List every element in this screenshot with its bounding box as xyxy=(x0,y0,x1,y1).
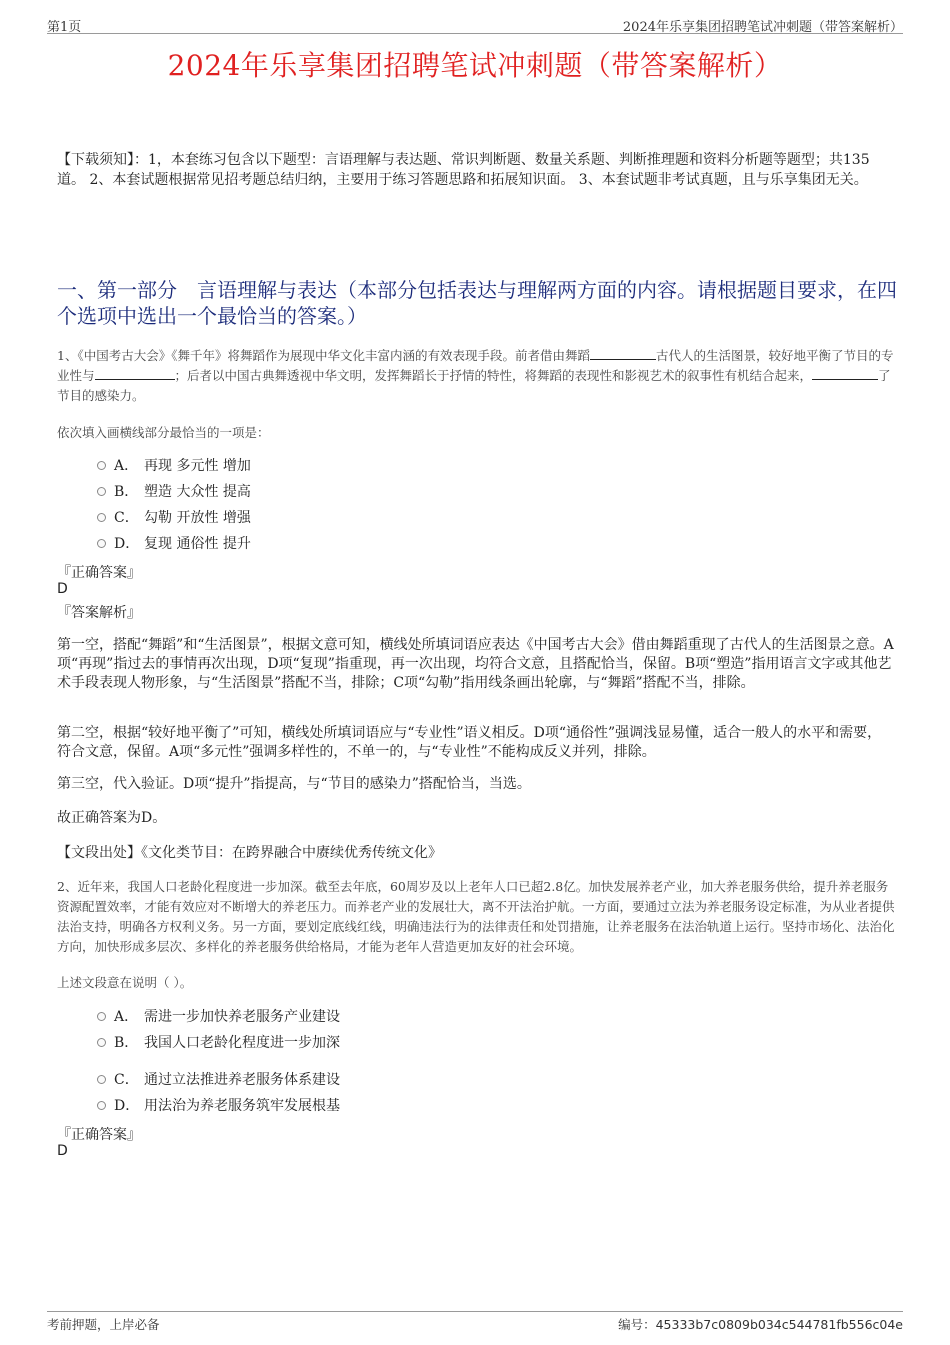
document-title: 2024年乐享集团招聘笔试冲刺题（带答案解析） xyxy=(167,49,783,82)
q2-answer: D xyxy=(57,1143,68,1159)
q1-source: 【文段出处】《文化类节目：在跨界融合中赓续优秀传统文化》 xyxy=(57,845,442,861)
radio-icon[interactable] xyxy=(97,461,106,470)
radio-icon[interactable] xyxy=(97,487,106,496)
question-1-stem xyxy=(57,346,897,406)
q1-analysis-para-3: 第三空，代入验证。D项“提升”指提高，与“节目的感染力”搭配恰当，当选。 xyxy=(57,776,531,792)
q1-answer: D xyxy=(57,581,68,597)
q1-analysis-para-2: 第二空，根据“较好地平衡了”可知，横线处所填词语应与“专业性”语义相反。D项“通俗性”强调浅显易懂，适合一般人的水平和需要，符合文意，保留。A项“多元性”强调多样性的，不单一的，与“专业性”不能构成反义并列，排除。 xyxy=(57,725,882,760)
page-number: 第1页 xyxy=(47,20,82,35)
q2-option-a[interactable]: A． 需进一步加快养老服务产业建设 xyxy=(97,1007,340,1027)
download-notice: 【下载须知】：1，本套练习包含以下题型：言语理解与表达题、常识判断题、数量关系题、判断推理题和资料分析题等题型；共135道。 2、本套试题根据常见招考题总结归纳，主要用于练习答题思路和拓展知识面。 3、本套试题非考试真题，且与乐享集团无关。 xyxy=(57,152,870,188)
q1-stem-part-b: 古代人的生活图景，较好地平衡了节目的专业性与 xyxy=(57,348,894,383)
q2-option-d[interactable]: D． 用法治为养老服务筑牢发展根基 xyxy=(97,1096,340,1116)
q2-answer-label: 『正确答案』 xyxy=(57,1127,141,1143)
q1-option-d[interactable]: D． 复现 通俗性 提升 xyxy=(97,534,251,554)
q1-analysis-label: 『答案解析』 xyxy=(57,605,141,621)
q2-option-b[interactable]: B． 我国人口老龄化程度进一步加深 xyxy=(97,1033,340,1053)
section-title: 一、第一部分 言语理解与表达（本部分包括表达与理解两方面的内容。请根据题目要求，在四个选项中选出一个最恰当的答案。） xyxy=(57,278,897,328)
radio-icon[interactable] xyxy=(97,1012,106,1021)
q2-option-c[interactable]: C． 通过立法推进养老服务体系建设 xyxy=(97,1070,340,1090)
page-footer xyxy=(47,1311,903,1335)
radio-icon[interactable] xyxy=(97,1038,106,1047)
page-header xyxy=(47,14,903,34)
footer-slogan: 考前押题，上岸必备 xyxy=(47,1317,160,1332)
q1-option-a[interactable]: A． 再现 多元性 增加 xyxy=(97,456,251,476)
q1-stem-part-d: 了节目的感染力。 xyxy=(57,368,891,403)
q1-analysis-para-4: 故正确答案为D。 xyxy=(57,810,167,826)
q1-stem-part-c: ；后者以中国古典舞透视中华文明，发挥舞蹈长于抒情的特性，将舞蹈的表现性和影视艺术的叙事性有机结合起来， xyxy=(174,368,813,383)
radio-icon[interactable] xyxy=(97,1075,106,1084)
question-2-stem: 2、近年来，我国人口老龄化程度进一步加深。截至去年底，60周岁及以上老年人口已超2.8亿。加快发展养老产业，加大养老服务供给，提升养老服务资源配置效率，才能有效应对不断增大的养老压力。而养老产业的发展壮大，离不开法治护航。一方面，要通过立法为养老服务设定标准，为从业者提供法治支持，明确各方权利义务。另一方面，要划定底线红线，明确违法行为的法律责任和处罚措施，让养老服务在法治轨道上运行。坚持市场化、法治化方向，加快形成多层次、多样化的养老服务供给格局，才能为老年人营造更加友好的社会环境。 xyxy=(57,879,895,954)
fill-blank-2 xyxy=(95,366,175,380)
fill-blank-3 xyxy=(812,366,878,380)
footer-code-label: 编号： xyxy=(618,1317,656,1332)
q1-option-b[interactable]: B． 塑造 大众性 提高 xyxy=(97,482,251,502)
fill-blank-1 xyxy=(590,346,656,360)
q1-stem-part-a: 1、《中国考古大会》《舞千年》将舞蹈作为展现中华文化丰富内涵的有效表现手段。前者借由舞蹈 xyxy=(57,348,590,363)
footer-code xyxy=(618,1315,903,1333)
radio-icon[interactable] xyxy=(97,539,106,548)
footer-code-value: 45333b7c0809b034c544781fb556c04e xyxy=(655,1317,903,1332)
radio-icon[interactable] xyxy=(97,1101,106,1110)
q1-answer-label: 『正确答案』 xyxy=(57,565,141,581)
radio-icon[interactable] xyxy=(97,513,106,522)
question-2-prompt: 上述文段意在说明（ ）。 xyxy=(57,975,193,990)
q1-option-c[interactable]: C． 勾勒 开放性 增强 xyxy=(97,508,251,528)
header-doc-title: 2024年乐享集团招聘笔试冲刺题（带答案解析） xyxy=(622,20,903,35)
question-1-prompt: 依次填入画横线部分最恰当的一项是： xyxy=(57,425,270,440)
q1-analysis-para-1: 第一空，搭配“舞蹈”和“生活图景”，根据文意可知，横线处所填词语应表达《中国考古大会》借由舞蹈重现了古代人的生活图景之意。A项“再现”指过去的事情再次出现，D项“复现”指重现，再一次出现，均符合文意，且搭配恰当，保留。B项“塑造”指用语言文字或其他艺术手段表现人物形象，与“生活图景”搭配不当，排除；C项“勾勒”指用线条画出轮廓，与“舞蹈”搭配不当，排除。 xyxy=(57,637,894,691)
